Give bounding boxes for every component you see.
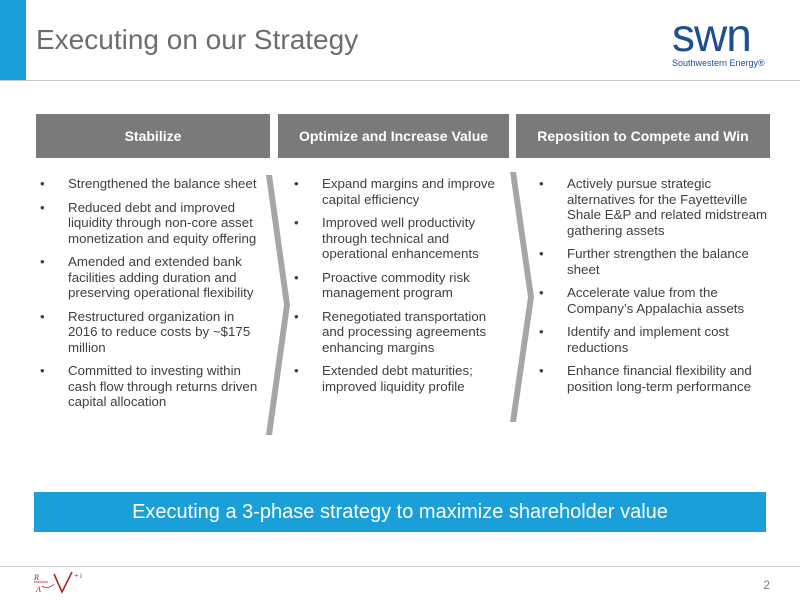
bullet-icon: •: [294, 308, 299, 324]
list-item: • Enhance financial flexibility and position long-term performance: [539, 363, 752, 394]
list-item: • Further strengthen the balance sheet: [539, 246, 749, 277]
list-item: • Expand margins and improve capital efficiency: [294, 176, 495, 207]
bullet-icon: •: [539, 285, 544, 300]
strategy-banner: Executing a 3-phase strategy to maximize shareholder value: [34, 492, 766, 532]
list-item: • Extended debt maturities; improved liquidity profile: [294, 363, 473, 394]
list-item: • Actively pursue strategic alternatives for the Fayetteville Shale E&P and related midstream gathering assets: [539, 176, 768, 238]
bullet-icon: •: [539, 363, 544, 378]
bullet-icon: •: [40, 199, 45, 215]
logo-wordmark: swn: [672, 9, 751, 61]
company-logo: [668, 9, 776, 68]
list-item: • Accelerate value from the Company’s Appalachia assets: [539, 285, 745, 316]
bullet-icon: •: [294, 215, 299, 230]
list-item: • Identify and implement cost reductions: [539, 324, 729, 355]
svg-text:+: +: [74, 571, 79, 580]
column-header-optimize: Optimize and Increase Value: [278, 114, 509, 158]
list-item: • Restructured organization in 2016 to reduce costs by ~$175 million: [40, 308, 251, 355]
bullet-icon: •: [294, 269, 299, 285]
stabilize-bullet-list: [36, 176, 264, 418]
title-divider: [0, 80, 800, 81]
title-accent-bar: [0, 0, 26, 80]
reposition-bullet-list: [535, 176, 775, 402]
bullet-icon: •: [40, 254, 45, 269]
svg-text:A: A: [36, 585, 41, 594]
bullet-icon: •: [294, 363, 299, 378]
footer-divider: [0, 566, 800, 567]
list-item: • Reduced debt and improved liquidity through non-core asset monetization and equity offering: [40, 199, 257, 246]
list-item: • Committed to investing within cash flow through returns driven capital allocation: [40, 363, 258, 409]
list-item: • Improved well productivity through technical and operational enhancements: [294, 215, 479, 261]
chevron-right-icon: [510, 172, 534, 422]
bullet-icon: •: [40, 176, 45, 191]
bullet-icon: •: [539, 246, 544, 261]
chevron-right-icon: [266, 175, 290, 435]
column-header-stabilize: Stabilize: [36, 114, 270, 158]
bullet-icon: •: [539, 176, 544, 191]
bullet-icon: •: [40, 363, 45, 378]
column-header-reposition: Reposition to Compete and Win: [516, 114, 770, 158]
list-item: • Renegotiated transportation and processing agreements enhancing margins: [294, 308, 487, 355]
bullet-icon: •: [294, 176, 299, 191]
slide-title: Executing on our Strategy: [36, 24, 359, 55]
list-item: • Strengthened the balance sheet: [40, 176, 257, 191]
page-number: 2: [763, 578, 770, 592]
svg-text:R: R: [34, 573, 39, 582]
optimize-bullet-list: [290, 176, 506, 402]
bullet-icon: •: [539, 324, 544, 339]
logo-tagline: Southwestern Energy®: [672, 58, 765, 68]
svg-text:i: i: [80, 572, 82, 580]
list-item: • Amended and extended bank facilities adding duration and preserving operational flexibility: [40, 254, 254, 300]
vplus-logo-icon: [32, 568, 92, 596]
list-item: • Proactive commodity risk management program: [294, 269, 470, 300]
bullet-icon: •: [40, 308, 45, 324]
